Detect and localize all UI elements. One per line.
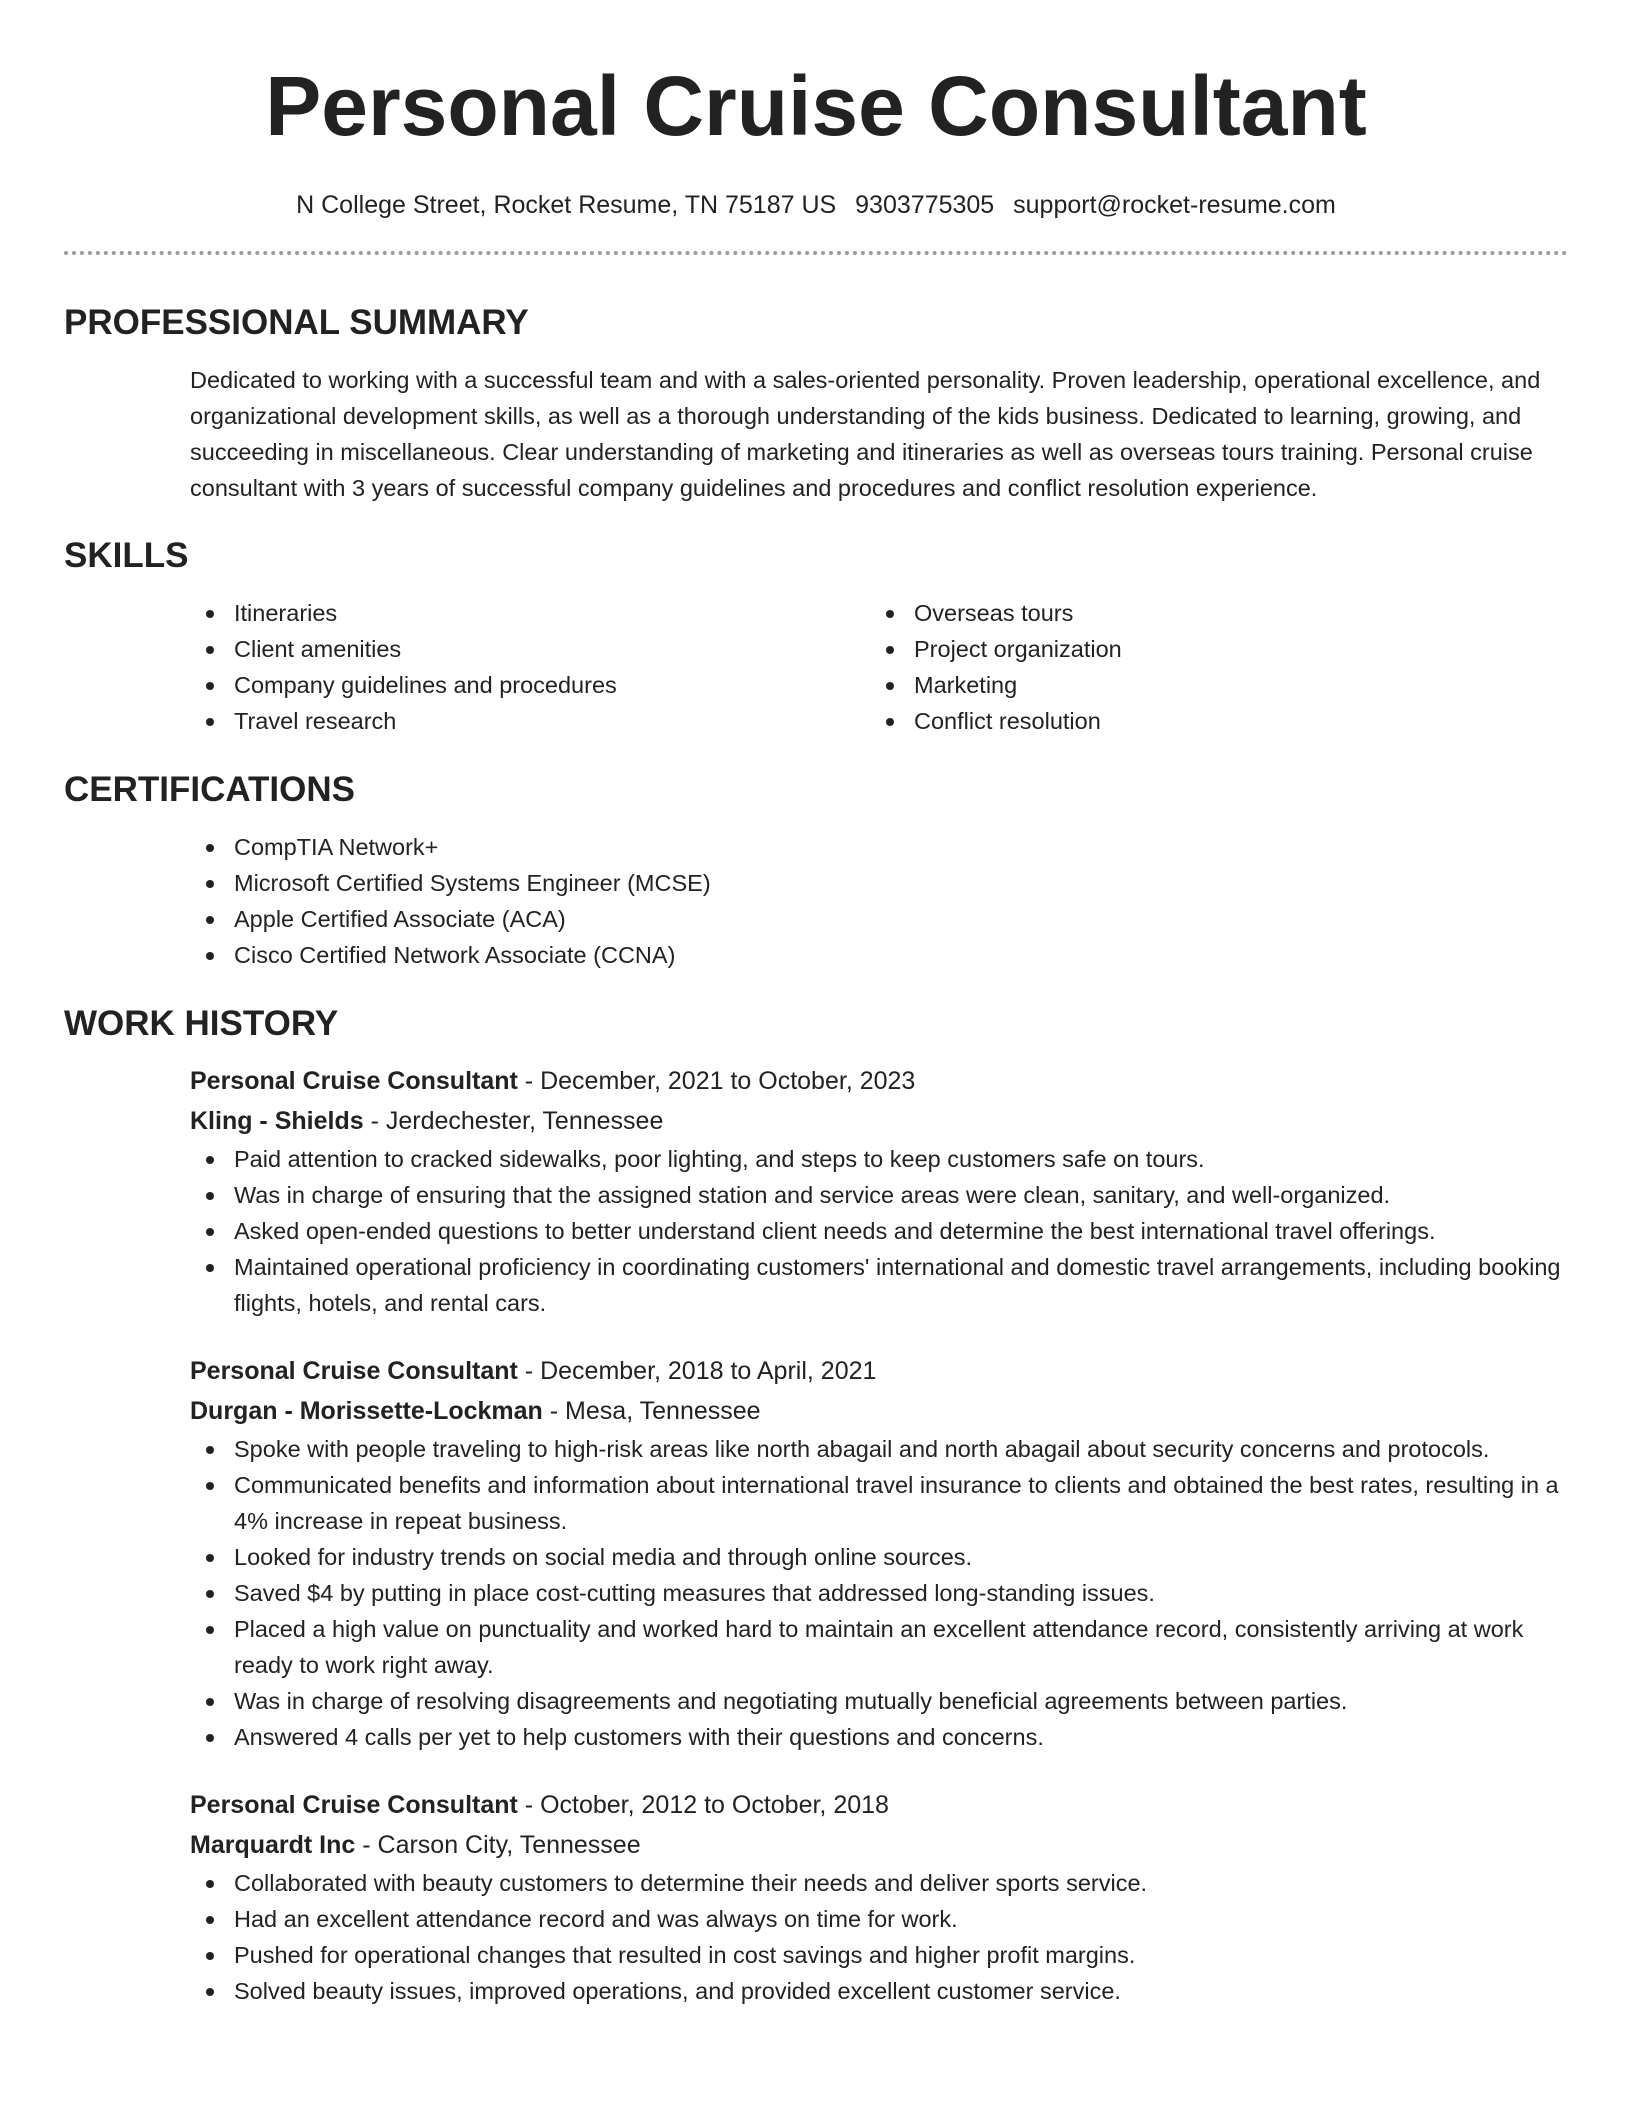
contact-email: support@rocket-resume.com bbox=[1013, 191, 1336, 219]
job-bullet: Looked for industry trends on social media and through online sources. bbox=[190, 1539, 1568, 1575]
job-entry bbox=[190, 1061, 1568, 1321]
certification-item: Apple Certified Associate (ACA) bbox=[190, 901, 1568, 937]
job-bullet: Placed a high value on punctuality and worked hard to maintain an excellent attendance record, consistently arriving at work ready to work right away. bbox=[190, 1611, 1568, 1683]
work-history-section bbox=[64, 1003, 1568, 2009]
job-role: Personal Cruise Consultant bbox=[190, 1067, 518, 1095]
skill-item: Client amenities bbox=[190, 631, 870, 667]
job-bullet: Asked open-ended questions to better understand client needs and determine the best international travel offerings. bbox=[190, 1213, 1568, 1249]
certification-item: CompTIA Network+ bbox=[190, 829, 1568, 865]
job-bullet: Spoke with people traveling to high-risk areas like north abagail and north abagail about security concerns and protocols. bbox=[190, 1431, 1568, 1467]
job-title-line bbox=[190, 1785, 1568, 1825]
skills-section bbox=[64, 535, 1568, 739]
certifications-list bbox=[190, 829, 1568, 973]
skills-title: SKILLS bbox=[64, 536, 189, 575]
skill-item: Overseas tours bbox=[870, 595, 1550, 631]
summary-text: Dedicated to working with a successful team and with a sales-oriented personality. Proven leadership, operational excellence, and organizational development skills, as well as a thorough understanding of the kids business. Dedicated to learning, growing, and succeeding in miscellaneous. Clear understanding of marketing and itineraries as well as overseas tours training. Personal cruise consultant with 3 years of successful company guidelines and procedures and conflict resolution experience. bbox=[190, 367, 1541, 501]
job-dates: - December, 2018 to April, 2021 bbox=[517, 1357, 877, 1385]
job-bullets bbox=[190, 1865, 1568, 2009]
job-bullets bbox=[190, 1141, 1568, 1321]
contact-line bbox=[64, 190, 1568, 220]
certification-item: Cisco Certified Network Associate (CCNA) bbox=[190, 937, 1568, 973]
job-bullet: Was in charge of ensuring that the assigned station and service areas were clean, sanitary, and well-organized. bbox=[190, 1177, 1568, 1213]
job-bullet: Pushed for operational changes that resulted in cost savings and higher profit margins. bbox=[190, 1937, 1568, 1973]
skill-item: Marketing bbox=[870, 667, 1550, 703]
job-bullet: Had an excellent attendance record and was always on time for work. bbox=[190, 1901, 1568, 1937]
skill-item: Itineraries bbox=[190, 595, 870, 631]
job-location: - Jerdechester, Tennessee bbox=[363, 1107, 664, 1135]
job-bullet: Was in charge of resolving disagreements and negotiating mutually beneficial agreements between parties. bbox=[190, 1683, 1568, 1719]
job-bullet: Answered 4 calls per yet to help customers with their questions and concerns. bbox=[190, 1719, 1568, 1755]
job-company: Marquardt Inc bbox=[190, 1831, 356, 1859]
summary-section bbox=[64, 302, 1568, 506]
job-entry bbox=[190, 1785, 1568, 2009]
job-company-line bbox=[190, 1101, 1568, 1141]
certifications-title: CERTIFICATIONS bbox=[64, 770, 356, 809]
job-dates: - December, 2021 to October, 2023 bbox=[517, 1067, 916, 1095]
job-bullet: Maintained operational proficiency in coordinating customers' international and domestic travel arrangements, including booking flights, hotels, and rental cars. bbox=[190, 1249, 1568, 1321]
job-company: Kling - Shields bbox=[190, 1107, 364, 1135]
job-location: - Mesa, Tennessee bbox=[542, 1397, 761, 1425]
skills-list-right bbox=[870, 595, 1550, 739]
job-entry bbox=[190, 1351, 1568, 1755]
skill-item: Project organization bbox=[870, 631, 1550, 667]
job-bullets bbox=[190, 1431, 1568, 1755]
job-bullet: Solved beauty issues, improved operations, and provided excellent customer service. bbox=[190, 1973, 1568, 2009]
contact-address: N College Street, Rocket Resume, TN 75187 US bbox=[296, 191, 837, 219]
resume-page bbox=[64, 0, 1568, 2009]
skills-columns bbox=[190, 595, 1568, 739]
certification-item: Microsoft Certified Systems Engineer (MCSE) bbox=[190, 865, 1568, 901]
job-company-line bbox=[190, 1391, 1568, 1431]
job-bullet: Saved $4 by putting in place cost-cutting measures that addressed long-standing issues. bbox=[190, 1575, 1568, 1611]
job-company-line bbox=[190, 1825, 1568, 1865]
summary-title: PROFESSIONAL SUMMARY bbox=[64, 303, 529, 342]
job-dates: - October, 2012 to October, 2018 bbox=[517, 1791, 889, 1819]
job-bullet: Collaborated with beauty customers to determine their needs and deliver sports service. bbox=[190, 1865, 1568, 1901]
job-location: - Carson City, Tennessee bbox=[355, 1831, 641, 1859]
skill-item: Travel research bbox=[190, 703, 870, 739]
contact-phone: 9303775305 bbox=[855, 191, 995, 219]
work-history-title: WORK HISTORY bbox=[64, 1004, 339, 1043]
job-role: Personal Cruise Consultant bbox=[190, 1791, 518, 1819]
job-role: Personal Cruise Consultant bbox=[190, 1357, 518, 1385]
certifications-section bbox=[64, 769, 1568, 973]
header-divider bbox=[64, 251, 1568, 255]
job-bullet: Communicated benefits and information about international travel insurance to clients and obtained the best rates, resulting in a 4% increase in repeat business. bbox=[190, 1467, 1568, 1539]
job-bullet: Paid attention to cracked sidewalks, poor lighting, and steps to keep customers safe on tours. bbox=[190, 1141, 1568, 1177]
resume-name: Personal Cruise Consultant bbox=[265, 59, 1367, 153]
job-company: Durgan - Morissette-Lockman bbox=[190, 1397, 543, 1425]
skill-item: Conflict resolution bbox=[870, 703, 1550, 739]
job-title-line bbox=[190, 1061, 1568, 1101]
job-title-line bbox=[190, 1351, 1568, 1391]
skill-item: Company guidelines and procedures bbox=[190, 667, 870, 703]
skills-list-left bbox=[190, 595, 870, 739]
